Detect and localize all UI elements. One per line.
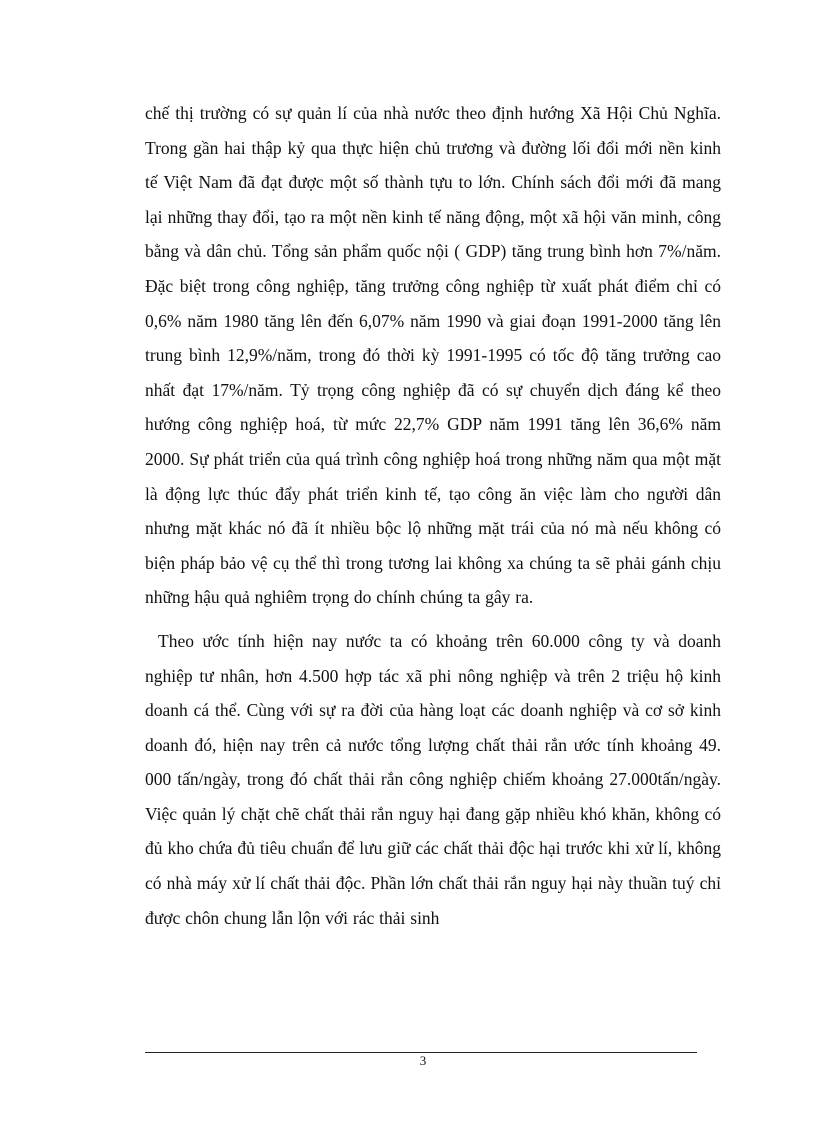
paragraph-2: Theo ước tính hiện nay nước ta có khoảng trên 60.000 công ty và doanh nghiệp tư nhân, hơn 4.500 hợp tác xã phi nông nghiệp và trên 2 triệu hộ kinh doanh cá thể. Cùng với sự ra đời của hàng loạt các doanh nghiệp và cơ sở kinh doanh đó, hiện nay trên cả nước tổng lượng chất thải rắn ước tính khoảng 49. 000 tấn/ngày, trong đó chất thải rắn công nghiệp chiếm khoảng 27.000tấn/ngày. Việc quản lý chặt chẽ chất thải rắn nguy hại đang gặp nhiều khó khăn, không có đủ kho chứa đủ tiêu chuẩn để lưu giữ các chất thải độc hại trước khi xử lí, không có nhà máy xử lí chất thải độc. Phần lớn chất thải rắn nguy hại này thuần tuý chỉ được chôn chung lẫn lộn với rác thải sinh [145, 630, 721, 928]
document-body [145, 96, 721, 935]
paragraph-1: chế thị trường có sự quản lí của nhà nước theo định hướng Xã Hội Chủ Nghĩa. Trong gần hai thập kỷ qua thực hiện chủ trương và đường lối đổi mới nền kinh tế Việt Nam đã đạt được một số thành tựu to lớn. Chính sách đổi mới đã mang lại những thay đổi, tạo ra một nền kinh tế năng động, một xã hội văn minh, công bằng và dân chủ. Tổng sản phẩm quốc nội ( GDP) tăng trung bình hơn 7%/năm. Đặc biệt trong công nghiệp, tăng trưởng công nghiệp từ xuất phát điểm chỉ có 0,6% năm 1980 tăng lên đến 6,07% năm 1990 và giai đoạn 1991-2000 tăng lên trung bình 12,9%/năm, trong đó thời kỳ 1991-1995 có tốc độ tăng trưởng cao nhất đạt 17%/năm. Tỷ trọng công nghiệp đã có sự chuyển dịch đáng kể theo hướng công nghiệp hoá, từ mức 22,7% GDP năm 1991 tăng lên 36,6% năm 2000. Sự phát triển của quá trình công nghiệp hoá trong những năm qua một mặt là động lực thúc đẩy phát triển kinh tế, tạo công ăn việc làm cho người dân nhưng mặt khác nó đã ít nhiều bộc lộ những mặt trái của nó mà nếu không có biện pháp bảo vệ cụ thể thì trong tương lai không xa chúng ta sẽ phải gánh chịu những hậu quả nghiêm trọng do chính chúng ta gây ra. [145, 103, 721, 608]
page-number: 3 [419, 1053, 427, 1068]
